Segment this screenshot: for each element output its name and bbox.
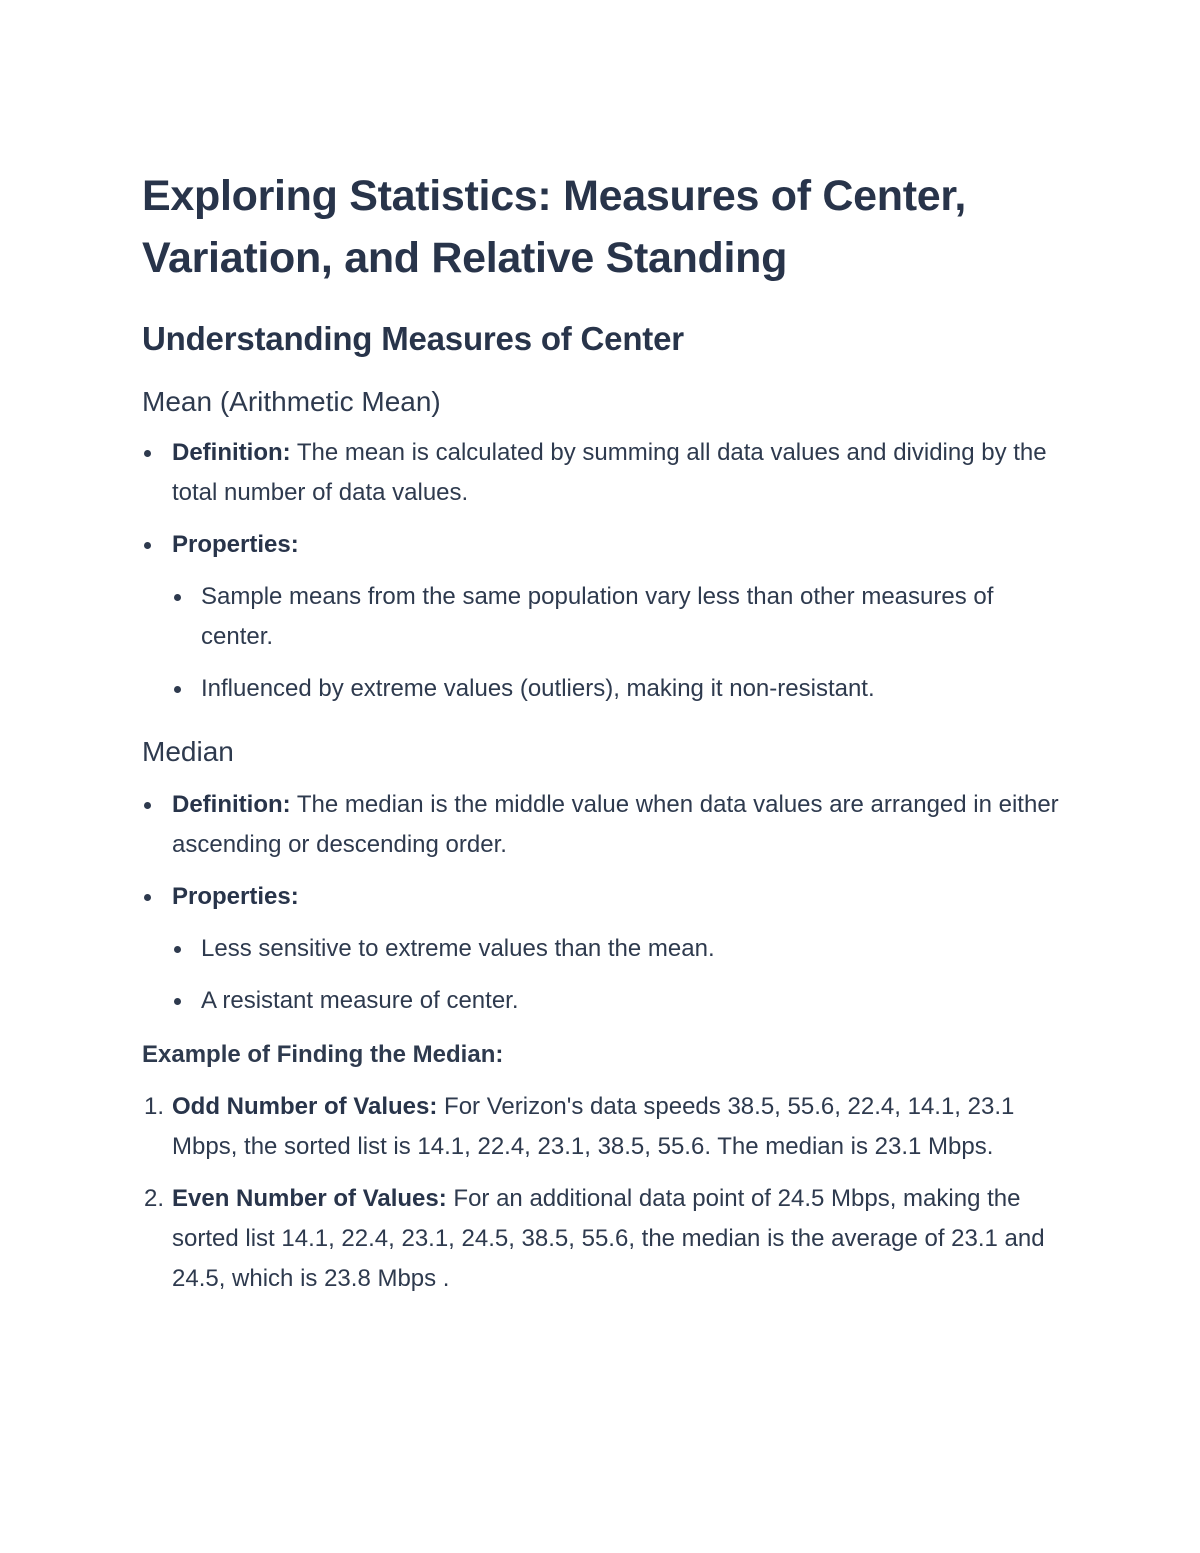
subheading-mean: Mean (Arithmetic Mean) bbox=[142, 386, 441, 417]
example-item bbox=[142, 1179, 1062, 1299]
mean-properties-item bbox=[142, 525, 1062, 565]
example-item-label: Even Number of Values: bbox=[172, 1185, 447, 1212]
mean-definition-text: The mean is calculated by summing all data values and dividing by the total number of data values. bbox=[172, 439, 1047, 506]
mean-property-text: Sample means from the same population vary less than other measures of center. bbox=[201, 583, 994, 650]
median-property-item bbox=[142, 981, 1062, 1021]
bullet-icon bbox=[144, 542, 151, 549]
median-properties-label: Properties: bbox=[172, 883, 299, 910]
median-property-item bbox=[142, 929, 1062, 969]
median-definition-item bbox=[142, 785, 1062, 865]
bullet-icon bbox=[144, 894, 151, 901]
example-item-text: For Verizon's data speeds 38.5, 55.6, 22.4, 14.1, 23.1 Mbps, the sorted list is 14.1, 22.4, 23.1, 38.5, 55.6. The median is 23.1 Mbps. bbox=[172, 1093, 1015, 1160]
document-title: Exploring Statistics: Measures of Center, Variation, and Relative Standing bbox=[142, 172, 967, 282]
bullet-icon bbox=[174, 998, 181, 1005]
median-properties-item bbox=[142, 877, 1062, 917]
median-list bbox=[142, 785, 1062, 1021]
bullet-icon bbox=[174, 946, 181, 953]
mean-properties-label: Properties: bbox=[172, 531, 299, 558]
bullet-icon bbox=[174, 686, 181, 693]
median-definition-label: Definition: bbox=[172, 791, 291, 818]
bullet-icon bbox=[144, 802, 151, 809]
median-property-text: Less sensitive to extreme values than the mean. bbox=[201, 935, 715, 962]
example-item-text: For an additional data point of 24.5 Mbps, making the sorted list 14.1, 22.4, 23.1, 24.5, 38.5, 55.6, the median is the average of 23.1 and 24.5, which is 23.8 Mbps . bbox=[172, 1185, 1045, 1292]
document-page bbox=[142, 165, 1062, 1299]
list-number: 1. bbox=[144, 1093, 165, 1120]
example-list bbox=[142, 1087, 1062, 1299]
bullet-icon bbox=[174, 594, 181, 601]
section-heading-measures-of-center: Understanding Measures of Center bbox=[142, 320, 684, 357]
median-definition-text: The median is the middle value when data values are arranged in either ascending or descending order. bbox=[172, 791, 1059, 858]
mean-property-text: Influenced by extreme values (outliers), making it non-resistant. bbox=[201, 675, 875, 702]
mean-property-item bbox=[142, 577, 1062, 657]
median-property-text: A resistant measure of center. bbox=[201, 987, 519, 1014]
list-number: 2. bbox=[144, 1185, 165, 1212]
example-label: Example of Finding the Median: bbox=[142, 1041, 504, 1068]
bullet-icon bbox=[144, 450, 151, 457]
mean-list bbox=[142, 433, 1062, 709]
example-item bbox=[142, 1087, 1062, 1167]
subheading-median: Median bbox=[142, 736, 234, 767]
mean-property-item bbox=[142, 669, 1062, 709]
example-item-label: Odd Number of Values: bbox=[172, 1093, 438, 1120]
mean-definition-label: Definition: bbox=[172, 439, 291, 466]
mean-definition-item bbox=[142, 433, 1062, 513]
